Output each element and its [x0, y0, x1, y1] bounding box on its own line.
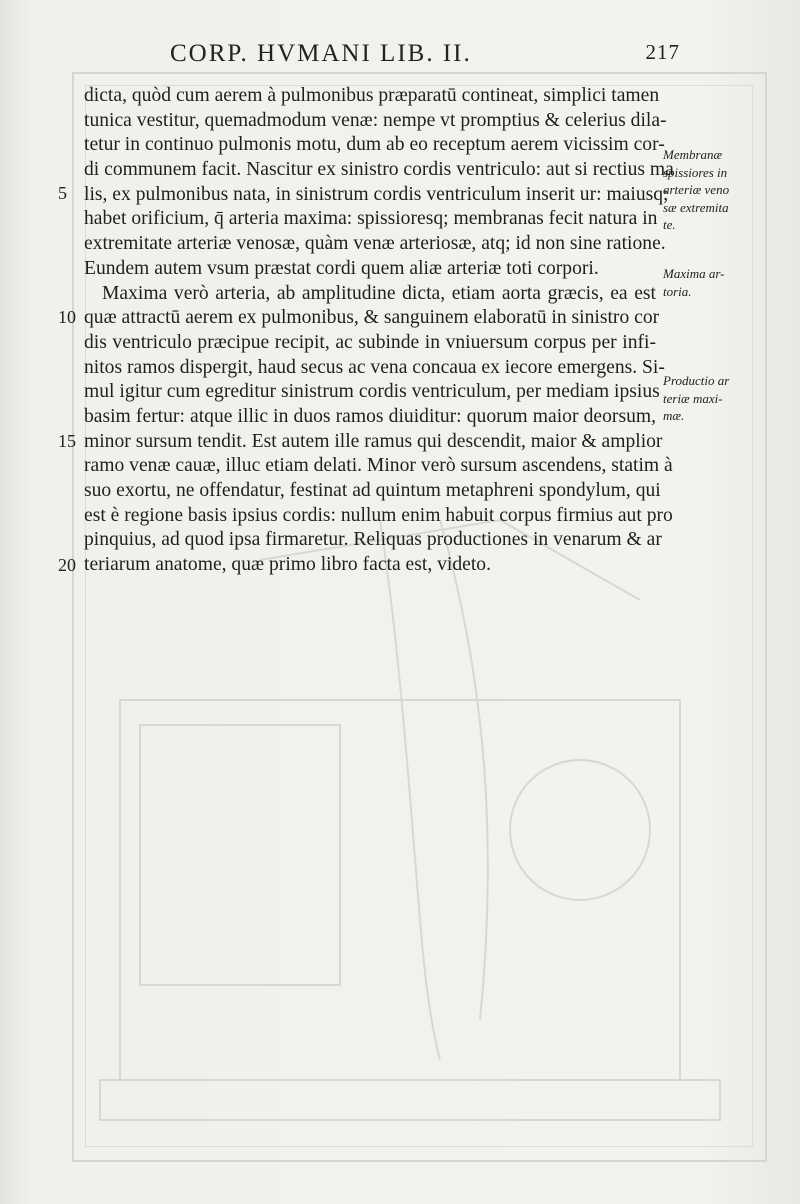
margin-note: Productio ar teriæ maxi- mæ. — [663, 373, 730, 423]
text-line: mul igitur cum egreditur sinistrum cordis ventriculum, per mediam ipsius — [84, 381, 660, 403]
text-line: lis, ex pulmonibus nata, in sinistrum cordis ventriculum inserit ur: maiusq; — [84, 183, 669, 205]
text-line: ramo venæ cauæ, illuc etiam delati. Minor verò sursum ascendens, statim à — [84, 455, 673, 477]
text-line: dis ventriculo præcipue recipit, ac subinde in vniuersum corpus per infi- — [84, 331, 656, 353]
text-line: teriarum anatome, quæ primo libro facta est, videto. — [84, 554, 491, 576]
text-line: di communem facit. Nascitur ex sinistro cordis ventriculo: aut si rectius ma — [84, 159, 674, 181]
text-line: tetur in continuo pulmonis motu, dum ab eo receptum aerem vicissim cor- — [84, 134, 665, 156]
line-number: 10 — [58, 307, 76, 327]
text-line: quæ attractū aerem ex pulmonibus, & sanguinem elaboratū in sinistro cor — [84, 307, 660, 329]
text-line: habet orificium, q̄ arteria maxima: spissioresq; membranas fecit natura in — [84, 208, 658, 230]
line-number: 20 — [58, 555, 76, 575]
body-text — [84, 84, 674, 578]
page-number: 217 — [645, 40, 680, 64]
text-line: nitos ramos dispergit, haud secus ac vena concaua ex iecore emergens. Si- — [84, 356, 665, 378]
text-line: suo exortu, ne offendatur, festinat ad quintum metaphreni spondylum, qui — [84, 480, 661, 501]
margin-note: Membranæ spissiores in arteriæ veno sæ extremita te. — [663, 147, 730, 232]
text-line: pinquius, ad quod ipsa firmaretur. Reliquas productiones in venarum & ar — [84, 529, 662, 551]
text-line: est è regione basis ipsius cordis: nullum enim habuit corpus firmius aut pro — [84, 504, 673, 526]
text-line: dicta, quòd cum aerem à pulmonibus præparatū contineat, simplici tamen — [84, 85, 660, 106]
text-line: basim fertur: atque illic in duos ramos diuiditur: quorum maior deorsum, — [84, 405, 656, 427]
line-number: 15 — [58, 431, 76, 451]
text-line: tunica vestitur, quemadmodum venæ: nempe vt promptius & celerius dila- — [84, 109, 667, 131]
show-through-illustration — [80, 500, 770, 1150]
margin-note: Maxima ar- toria. — [663, 266, 725, 299]
line-number: 5 — [58, 183, 67, 203]
text-line: Maxima verò arteria, ab amplitudine dicta, etiam aorta græcis, ea est — [102, 282, 656, 304]
text-line: minor sursum tendit. Est autem ille ramus qui descendit, maior & amplior — [84, 430, 663, 452]
text-line: Eundem autem vsum præstat cordi quem aliæ arteriæ toti corpori. — [84, 257, 599, 279]
running-header — [170, 40, 680, 74]
text-line: extremitate arteriæ venosæ, quàm venæ arteriosæ, atq; id non sine ratione. — [84, 233, 666, 255]
running-title: CORP. HVMANI LIB. II. — [170, 40, 472, 67]
